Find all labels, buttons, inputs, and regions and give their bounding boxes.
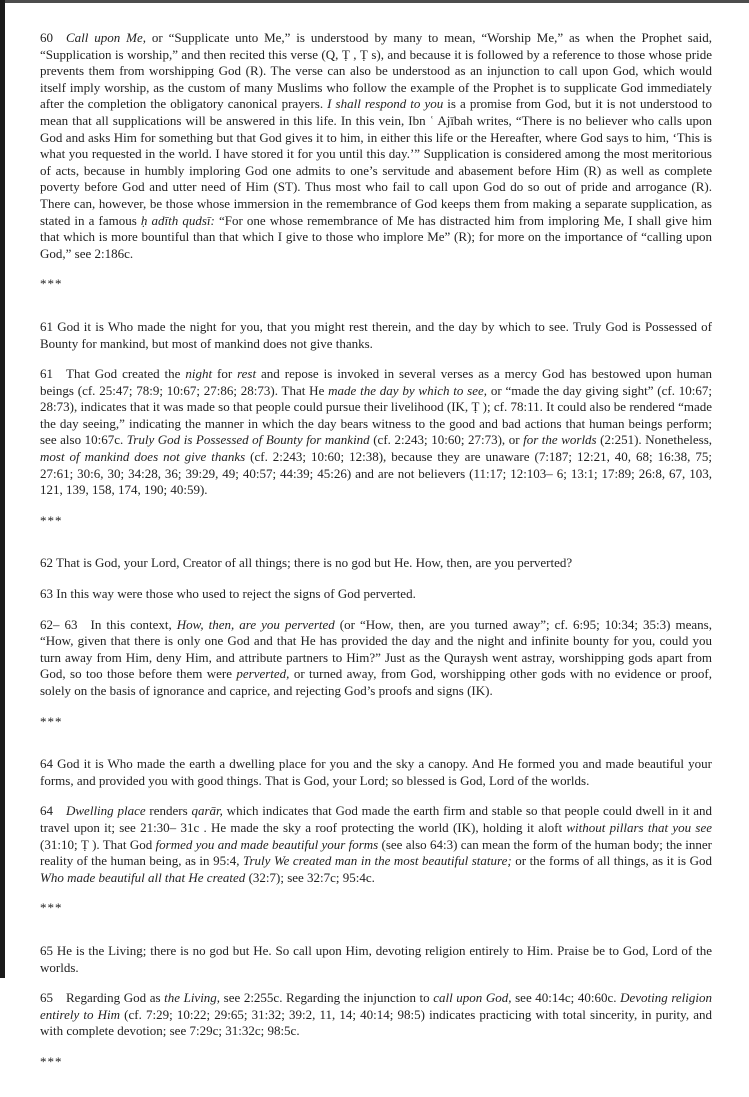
commentary-65 <box>40 990 712 1040</box>
text-segment: for <box>212 366 238 382</box>
text-segment: and repose is invoked in several verses as a mercy God has bestowed upon human beings (cf. 25:47; 78:9; 10:67; 27:86; 28:73). That He <box>40 366 712 398</box>
text-segment: is a promise from God, but it is not understood to mean that all supplications will be answered in this life. In this vein, Ibn ʿ Ajībah writes, “There is no believer who calls upon God and asks Him for something but that God gives it to him, in either this life or the Hereafter, where God says to him, ‘This is what you requested in the world. I have stored it for you until this day.’” Supplication is considered among the most meritorious of acts, because in humbly imploring God one admits to one’s servitude and abasement before Him (R) as well as complete poverty before God and utter need of Him (ST). Thus most who fail to call upon God do so out of pride and arrogance (R). There can, however, be those whose immersion in the remembrance of God keeps them from making a separate supplication, as stated in a famous <box>40 96 712 228</box>
text-segment: 62– 63 In this context, <box>40 616 177 632</box>
commentary-61 <box>40 366 712 499</box>
text-segment: (cf. 2:243; 10:60; 12:38), because they are unaware (7:187; 12:21, 40, 68; 16:38, 75; 27:61; 30:6, 30; 34:28, 36; 39:29, 49; 40:57; 44:39; 45:26) and are not believers (11:17; 12:103– 6; 13:1; 17:89; 26:8, 67, 103, 121, 139, 158, 174, 190; 40:59). <box>40 449 712 498</box>
separator-3: *** <box>40 713 63 729</box>
text-segment: 61 God it is Who made the night for you, that you might rest therein, and the day by which to see. Truly God is Possessed of Bounty for mankind, but most of mankind does not give thanks. <box>40 318 712 351</box>
text-segment: (cf. 7:29; 10:22; 29:65; 31:32; 39:2, 11, 14; 40:14; 98:5) indicates practicing with total sincerity, in purity, and with complete devotion; see 7:29c; 31:32c; 98:5c. <box>40 1006 712 1039</box>
text-segment: 65 He is the Living; there is no god but He. So call upon Him, devoting religion entirely to Him. Praise be to God, Lord of the worlds. <box>40 942 712 975</box>
italic-text-segment: for the worlds <box>523 432 597 448</box>
text-segment: (31:10; Ṭ ). That God <box>40 836 156 852</box>
italic-text-segment: How, then, are you perverted <box>176 616 335 632</box>
text-segment: 64 <box>40 803 66 819</box>
italic-text-segment: I shall respond to you <box>327 96 444 112</box>
text-segment: (32:7); see 32:7c; 95:4c. <box>245 869 375 885</box>
text-segment: renders <box>145 803 192 819</box>
text-segment: or “Supplicate unto Me,” is understood by many to mean, “Worship Me,” as when the Prophet said, “Supplication is worship,” and then recited this verse (Q, Ṭ , Ṭ s), and because it is followed by a reference to those whose pride prevents them from worshipping God (R). The verse can also be understood as an injunction to call upon God, which would itself imply worship, as the custom of many Muslims who follow the example of the Prophet is to supplicate God immediately after the completion the obligatory canonical prayers. <box>40 30 712 112</box>
text-segment: (see also 64:3) can mean the form of the human body; the inner reality of the human being, as in 95:4, <box>40 836 712 869</box>
commentary-64 <box>40 803 712 886</box>
text-segment: see 40:14c; 40:60c. <box>511 990 621 1006</box>
text-segment: “For one whose remembrance of Me has distracted him from imploring Me, I shall give him that which is more bountiful than that which I give to those who implore Me” (R); for more on the importance of “calling upon God,” see 2:186c. <box>40 212 713 261</box>
verse-62 <box>40 555 712 572</box>
italic-text-segment: Devoting religion entirely to Him <box>40 990 713 1022</box>
commentary-60 <box>40 30 712 262</box>
italic-text-segment: the Living, <box>164 990 221 1006</box>
italic-text-segment: Dwelling place <box>66 803 146 819</box>
text-segment: which indicates that God made the earth firm and stable so that people could dwell in it and travel upon it; see 21:30– 31c . He made the sky a roof protecting the world (IK), holding it aloft <box>40 803 712 835</box>
text-segment: or “made the day giving sight” (cf. 10:67; 28:73), indicates that it was made so that people could pursue their livelihood (IK, Ṭ ); cf. 78:11. It could also be rendered “made the day seeing,” indicating the manner in which the day bears witness to the good and bad actions that human beings perform; see also 10:67c. <box>40 382 712 448</box>
text-segment: or turned away, from God, worshipping other gods with no evidence or proof, solely on the basis of ignorance and caprice, and rejecting God’s proofs and signs (IK). <box>40 666 712 698</box>
verse-65 <box>40 943 712 976</box>
verse-64 <box>40 756 712 789</box>
page-top-edge <box>0 0 749 3</box>
text-segment: or the forms of all things, as it is God <box>511 853 712 869</box>
separator-1: *** <box>40 276 63 292</box>
text-segment: (cf. 2:243; 10:60; 27:73), or <box>369 432 524 448</box>
page-left-edge <box>0 0 5 978</box>
italic-text-segment: perverted, <box>236 666 290 682</box>
text-segment: 64 God it is Who made the earth a dwelling place for you and the sky a canopy. And He formed you and made beautiful your forms, and provided you with good things. That is God, your Lord; so blessed is God, Lord of the worlds. <box>40 756 712 788</box>
commentary-62-63 <box>40 617 712 700</box>
text-segment: 60 <box>40 30 66 45</box>
italic-text-segment: call upon God, <box>433 990 512 1006</box>
text-segment: 62 That is God, your Lord, Creator of all things; there is no god but He. How, then, are you perverted? <box>40 555 573 571</box>
italic-text-segment: made the day by which to see, <box>328 382 488 398</box>
text-segment: (or “How, then, are you turned away”; cf. 6:95; 10:34; 35:3) means, “How, given that there is only one God and that He has provided the day and the night and infinite bounty for you, could you turn away from Him, deny Him, and attribute partners to Him?” Just as the Quraysh went astray, worshipping gods apart from God, so too those before them were <box>40 616 712 682</box>
verse-61 <box>40 319 712 352</box>
text-segment: 61 That God created the <box>40 366 186 382</box>
italic-text-segment: most of mankind does not give thanks <box>40 449 246 465</box>
italic-text-segment: Who made beautiful all that He created <box>40 869 246 885</box>
italic-text-segment: without pillars that you see <box>566 819 712 835</box>
verse-63 <box>40 586 712 603</box>
separator-4: *** <box>40 900 63 916</box>
text-segment: see 2:255c. Regarding the injunction to <box>220 990 434 1006</box>
page-text <box>40 30 712 1097</box>
italic-text-segment: Call upon Me, <box>66 30 146 45</box>
text-segment: (2:251). Nonetheless, <box>596 432 713 448</box>
italic-text-segment: night <box>185 366 213 382</box>
italic-text-segment: formed you and made beautiful your forms <box>155 836 379 852</box>
separator-5: *** <box>40 1053 63 1069</box>
italic-text-segment: qarār, <box>191 803 223 819</box>
text-segment: 65 Regarding God as <box>40 990 165 1006</box>
italic-text-segment: rest <box>237 366 257 382</box>
italic-text-segment: Truly God is Possessed of Bounty for mankind <box>126 432 370 448</box>
text-segment: 63 In this way were those who used to reject the signs of God perverted. <box>40 586 416 602</box>
separator-2: *** <box>40 512 63 528</box>
italic-text-segment: Truly We created man in the most beautiful stature; <box>242 853 512 869</box>
italic-text-segment: ḥ adīth qudsī: <box>140 212 215 228</box>
